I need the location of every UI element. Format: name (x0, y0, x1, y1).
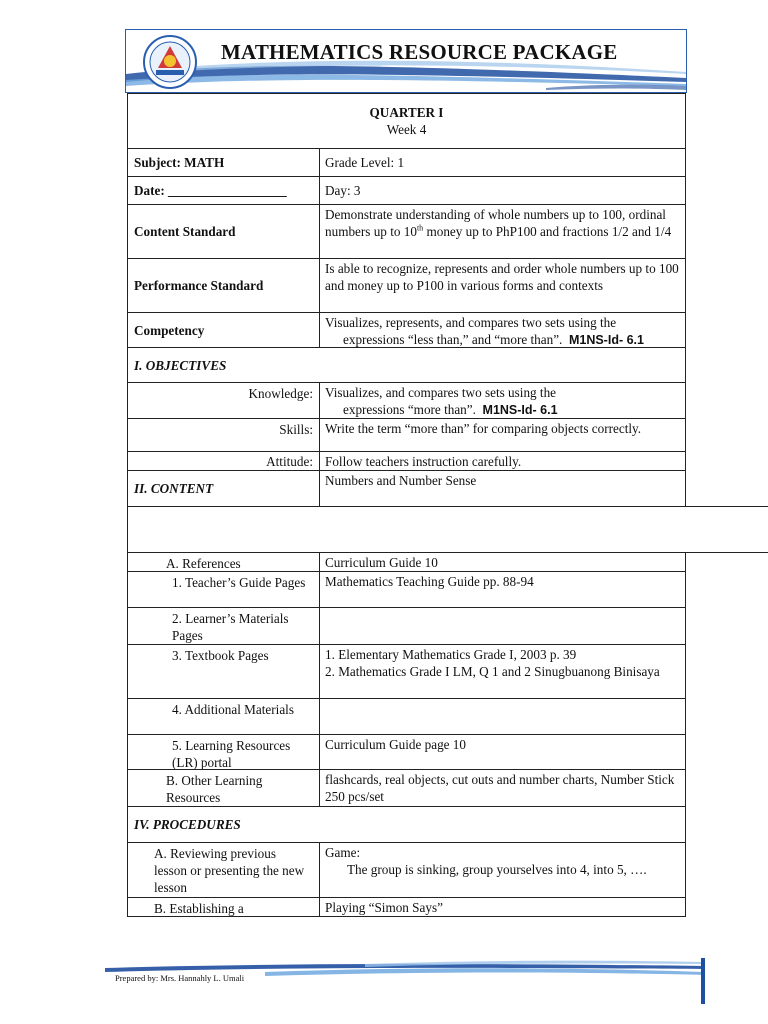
attitude-text: Follow teachers instruction carefully. (319, 451, 686, 471)
empty-row (127, 506, 768, 553)
day-label: Day: 3 (319, 176, 686, 205)
textbook-line1: 1. Elementary Mathematics Grade I, 2003 p. 39 (325, 647, 577, 662)
content-heading: II. CONTENT (127, 470, 320, 507)
references-value: Curriculum Guide 10 (319, 552, 686, 572)
performance-standard-label: Performance Standard (127, 258, 320, 313)
content-standard-text-b: money up to PhP100 and fractions 1/2 and 1/4 (423, 224, 672, 239)
skills-text: Write the term “more than” for comparing objects correctly. (319, 418, 686, 452)
reviewing-label: A. Reviewing previous lesson or presenting the new lesson (127, 842, 320, 898)
teachers-guide-value: Mathematics Teaching Guide pp. 88-94 (319, 571, 686, 608)
prepared-by: Prepared by: Mrs. Hannahly L. Umali (115, 973, 245, 983)
knowledge-text (319, 382, 686, 419)
grade-level: Grade Level: 1 (319, 148, 686, 177)
additional-materials-label: 4. Additional Materials (127, 698, 320, 735)
other-resources-label: B. Other Learning Resources (127, 769, 320, 807)
quarter-header-cell (127, 93, 686, 149)
competency-line2: expressions “less than,” and “more than”. (343, 332, 563, 347)
other-resources-value: flashcards, real objects, cut outs and number charts, Number Stick 250 pcs/set (319, 769, 686, 807)
teachers-guide-label: 1. Teacher’s Guide Pages (127, 571, 320, 608)
game-description: The group is sinking, group yourselves into 4, into 5, …. (347, 862, 647, 877)
knowledge-line2-row (325, 401, 680, 419)
content-text: Numbers and Number Sense (319, 470, 686, 507)
footer-swoosh-graphic (105, 958, 768, 1008)
competency-line1: Visualizes, represents, and compares two sets using the (325, 315, 617, 330)
week-label: Week 4 (386, 122, 427, 137)
establishing-value: Playing “Simon Says” (319, 897, 686, 917)
lr-portal-value: Curriculum Guide page 10 (319, 734, 686, 770)
content-standard-text-a: Demonstrate understanding of whole numbers up to 100, ordinal numbers up to 10 (325, 207, 666, 239)
additional-materials-value (319, 698, 686, 735)
knowledge-code: M1NS-Id- 6.1 (482, 403, 558, 417)
learners-materials-label: 2. Learner’s Materials Pages (127, 607, 320, 645)
date-field: Date: __________________ (127, 176, 320, 205)
references-label: A. References (127, 552, 320, 572)
textbook-pages-value (319, 644, 686, 699)
knowledge-label: Knowledge: (127, 382, 320, 419)
content-standard-text (319, 204, 686, 259)
procedures-heading: IV. PROCEDURES (127, 806, 686, 843)
establishing-label: B. Establishing a (127, 897, 320, 917)
competency-text (319, 312, 686, 348)
textbook-pages-label: 3. Textbook Pages (127, 644, 320, 699)
lr-portal-label: 5. Learning Resources (LR) portal (127, 734, 320, 770)
ordinal-superscript: th (416, 223, 424, 233)
reviewing-value (319, 842, 686, 898)
knowledge-line1: Visualizes, and compares two sets using the (325, 385, 557, 400)
game-label: Game: (325, 845, 361, 860)
competency-line2-row (325, 331, 680, 348)
content-standard-label: Content Standard (127, 204, 320, 259)
competency-label: Competency (127, 312, 320, 348)
learners-materials-value (319, 607, 686, 645)
deped-seal-icon (142, 34, 198, 90)
attitude-label: Attitude: (127, 451, 320, 471)
textbook-line2: 2. Mathematics Grade I LM, Q 1 and 2 Sinugbuanong Binisaya (325, 664, 660, 679)
quarter-title: QUARTER I (369, 105, 444, 120)
header-banner (125, 29, 687, 93)
subject-label: Subject: MATH (127, 148, 320, 177)
header-title: MATHEMATICS RESOURCE PACKAGE (221, 40, 618, 64)
performance-standard-text: Is able to recognize, represents and order whole numbers up to 100 and money up to P100 in various forms and contexts (319, 258, 686, 313)
knowledge-line2: expressions “more than”. (343, 402, 476, 417)
objectives-heading: I. OBJECTIVES (127, 347, 686, 383)
competency-code: M1NS-Id- 6.1 (568, 333, 644, 347)
skills-label: Skills: (127, 418, 320, 452)
